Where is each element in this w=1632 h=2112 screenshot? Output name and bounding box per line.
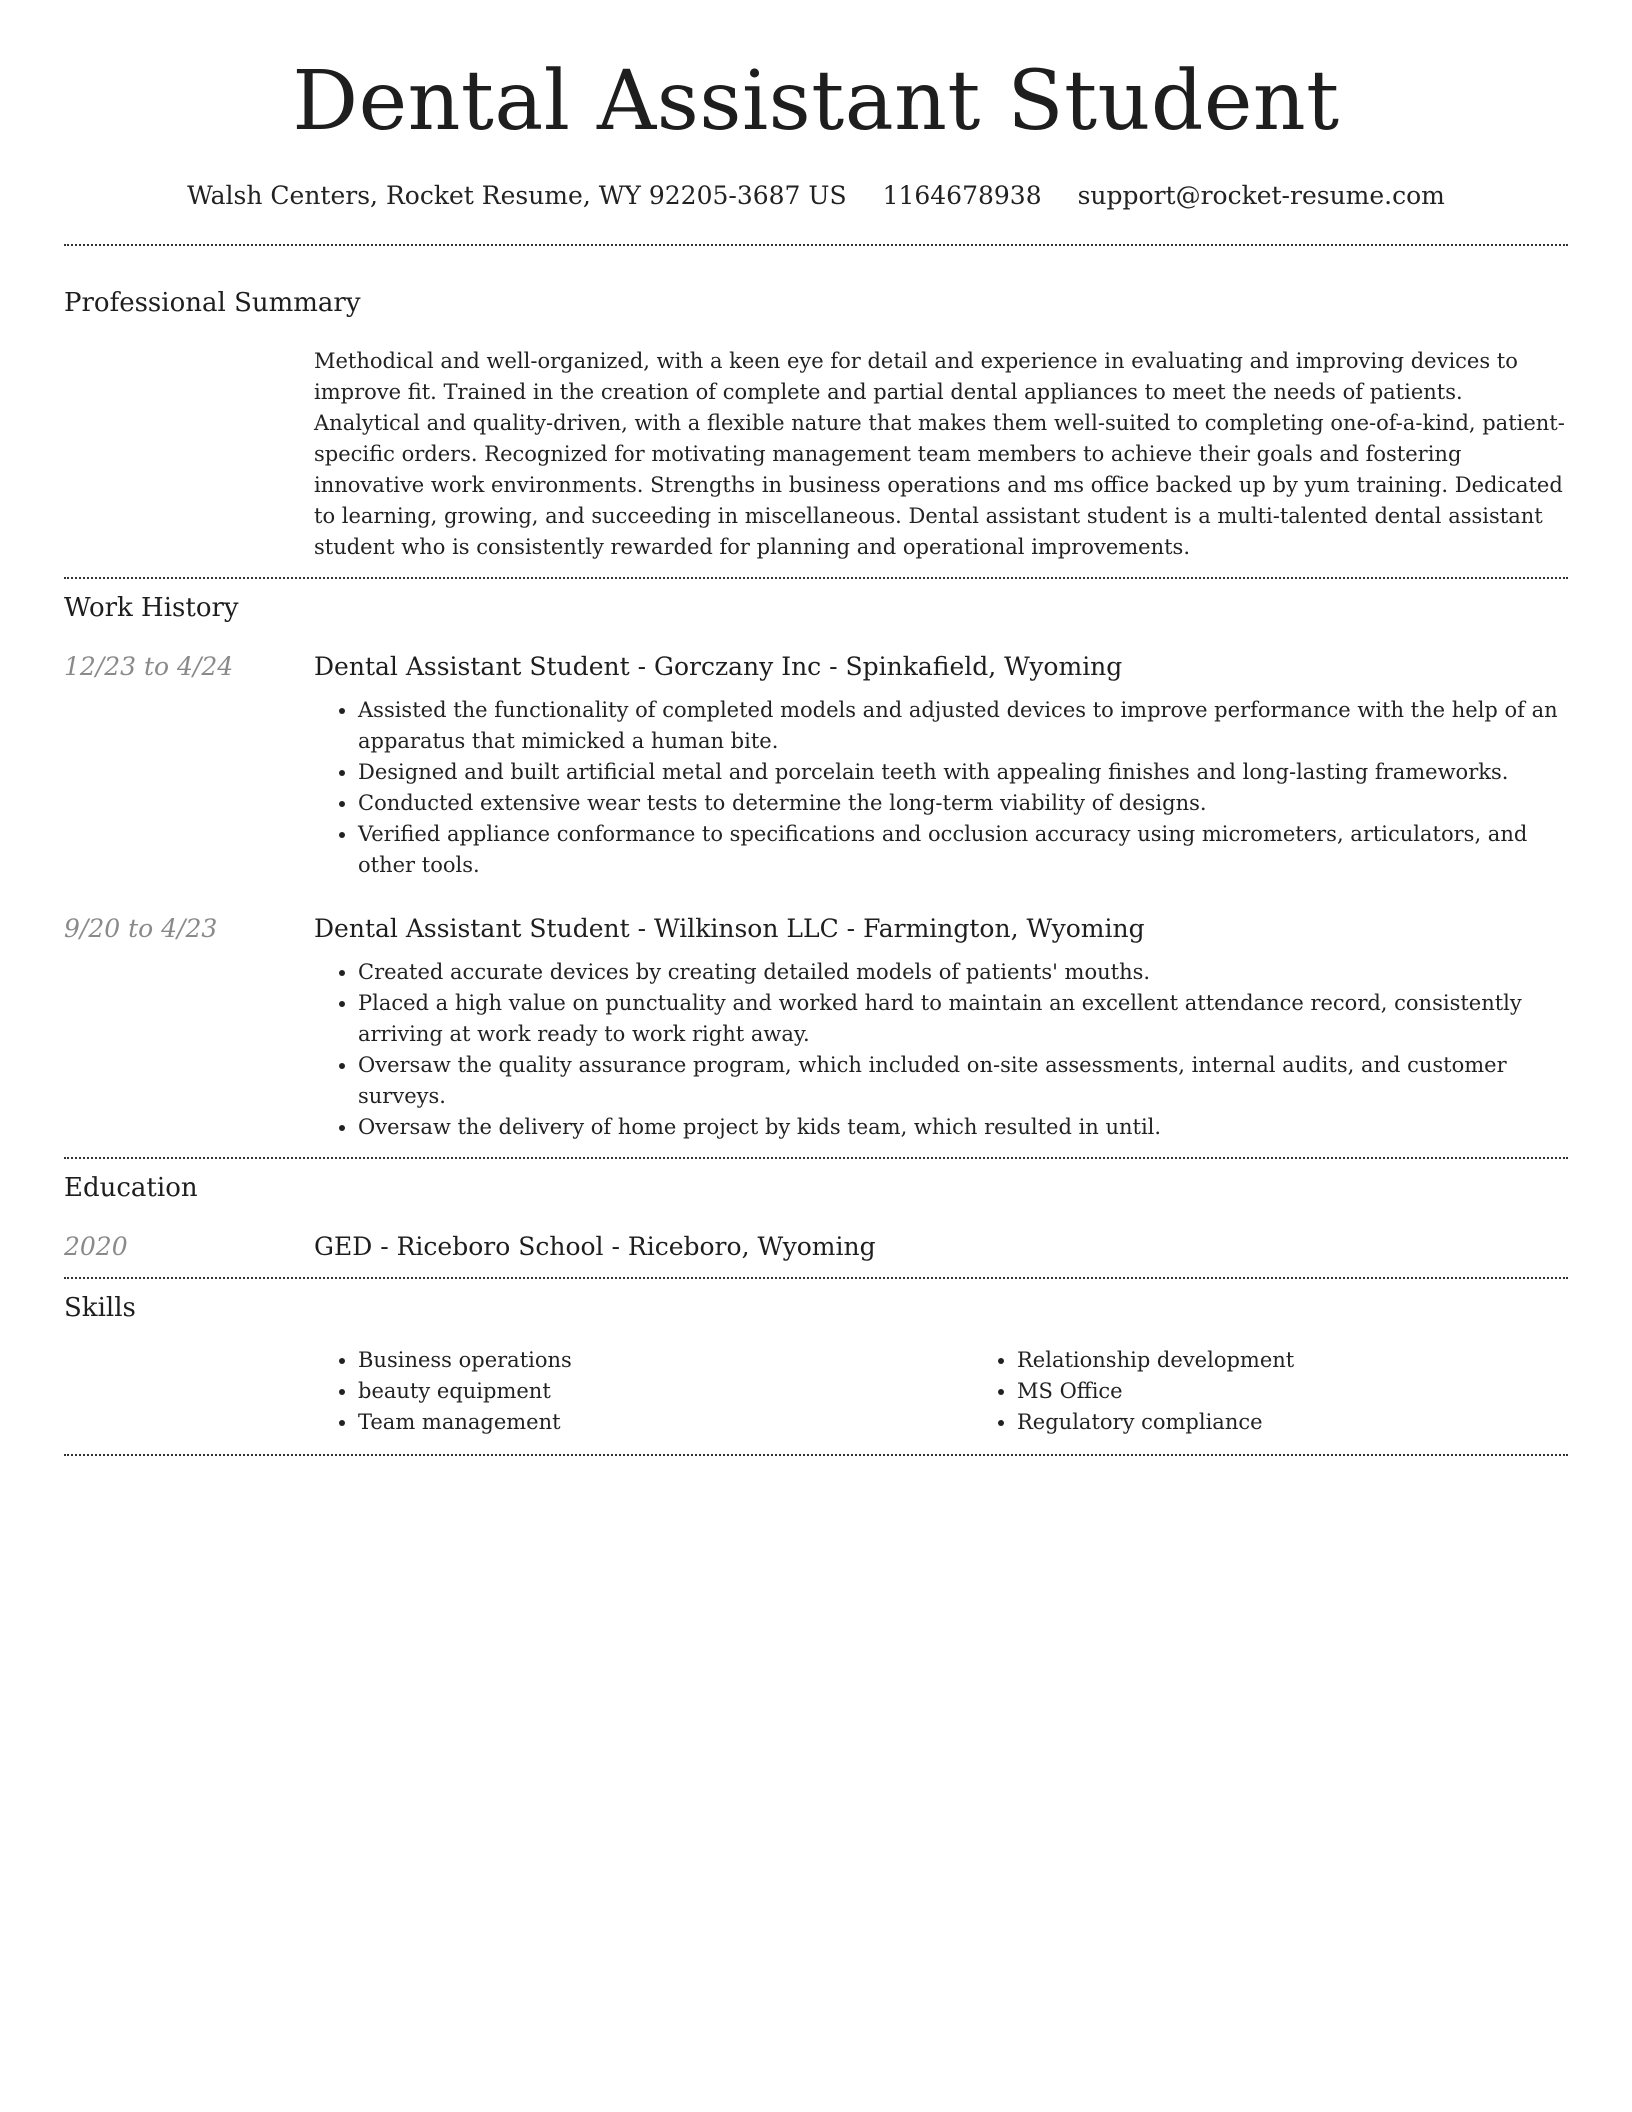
skills-column-1 — [314, 1345, 973, 1438]
skills-title: Skills — [64, 1293, 136, 1323]
job-bullet: • Created accurate devices by creating detailed models of patients' mouths. — [358, 957, 1568, 988]
job-bullets — [314, 695, 1568, 881]
job-entry — [64, 649, 1568, 881]
job-bullet: • Verified appliance conformance to specifications and occlusion accuracy using micrometers, articulators, and other tools. — [358, 819, 1568, 881]
job-bullet: • Assisted the functionality of completed models and adjusted devices to improve performance with the help of an apparatus that mimicked a human bite. — [358, 695, 1568, 757]
job-heading: Dental Assistant Student - Gorczany Inc - Spinkafield, Wyoming — [314, 652, 1123, 681]
job-details — [314, 649, 1568, 881]
education-entry — [64, 1229, 1568, 1265]
contact-address: Walsh Centers, Rocket Resume, WY 92205-3687 US — [187, 181, 847, 210]
education-heading: GED - Riceboro School - Riceboro, Wyoming — [314, 1232, 876, 1261]
job-bullet: • Oversaw the quality assurance program, which included on-site assessments, internal audits, and customer surveys. — [358, 1050, 1568, 1112]
work-history-title: Work History — [64, 593, 239, 623]
contact-phone: 1164678938 — [882, 181, 1042, 210]
skills-row — [64, 1345, 1568, 1438]
education-date: 2020 — [64, 1232, 128, 1261]
contact-email: support@rocket-resume.com — [1077, 181, 1445, 210]
skill-item: • Relationship development — [1017, 1345, 1632, 1376]
education-details — [314, 1229, 1568, 1265]
summary-row — [64, 346, 1568, 563]
candidate-name: Dental Assistant Student — [292, 54, 1340, 149]
summary-content — [314, 346, 1568, 563]
job-bullet: • Placed a high value on punctuality and worked hard to maintain an excellent attendance record, consistently arriving at work ready to work right away. — [358, 988, 1568, 1050]
work-history-section — [64, 579, 1568, 1157]
job-dates: 12/23 to 4/24 — [64, 652, 234, 681]
job-details — [314, 911, 1568, 1143]
skill-item: • Regulatory compliance — [1017, 1407, 1632, 1438]
job-heading: Dental Assistant Student - Wilkinson LLC - Farmington, Wyoming — [314, 914, 1145, 943]
contact-line — [64, 178, 1568, 214]
summary-title: Professional Summary — [64, 288, 361, 318]
education-section — [64, 1159, 1568, 1277]
skill-item: • Business operations — [358, 1345, 973, 1376]
summary-section — [64, 246, 1568, 577]
section-divider — [64, 1454, 1568, 1456]
summary-text: Methodical and well-organized, with a keen eye for detail and experience in evaluating and improving devices to improve fit. Trained in the creation of complete and partial dental appliances to meet the needs of patients. Analytical and quality-driven, with a flexible nature that makes them well-suited to completing one-of-a-kind, patient-specific orders. Recognized for motivating management team members to achieve their goals and fostering innovative work environments. Strengths in business operations and ms office backed up by yum training. Dedicated to learning, growing, and succeeding in miscellaneous. Dental assistant student is a multi-talented dental assistant student who is consistently rewarded for planning and operational improvements. — [314, 349, 1565, 559]
job-bullet: • Conducted extensive wear tests to determine the long-term viability of designs. — [358, 788, 1568, 819]
job-bullet: • Oversaw the delivery of home project by kids team, which resulted in until. — [358, 1112, 1568, 1143]
skills-grid — [314, 1345, 1568, 1438]
job-dates: 9/20 to 4/23 — [64, 914, 218, 943]
skill-item: • MS Office — [1017, 1376, 1632, 1407]
skills-section — [64, 1279, 1568, 1454]
job-bullet: • Designed and built artificial metal and porcelain teeth with appealing finishes and long-lasting frameworks. — [358, 757, 1568, 788]
job-bullets — [314, 957, 1568, 1143]
skill-item: • beauty equipment — [358, 1376, 973, 1407]
skills-column-2 — [973, 1345, 1632, 1438]
skill-item: • Team management — [358, 1407, 973, 1438]
education-title: Education — [64, 1173, 198, 1203]
job-entry — [64, 911, 1568, 1143]
resume-header — [64, 0, 1568, 214]
